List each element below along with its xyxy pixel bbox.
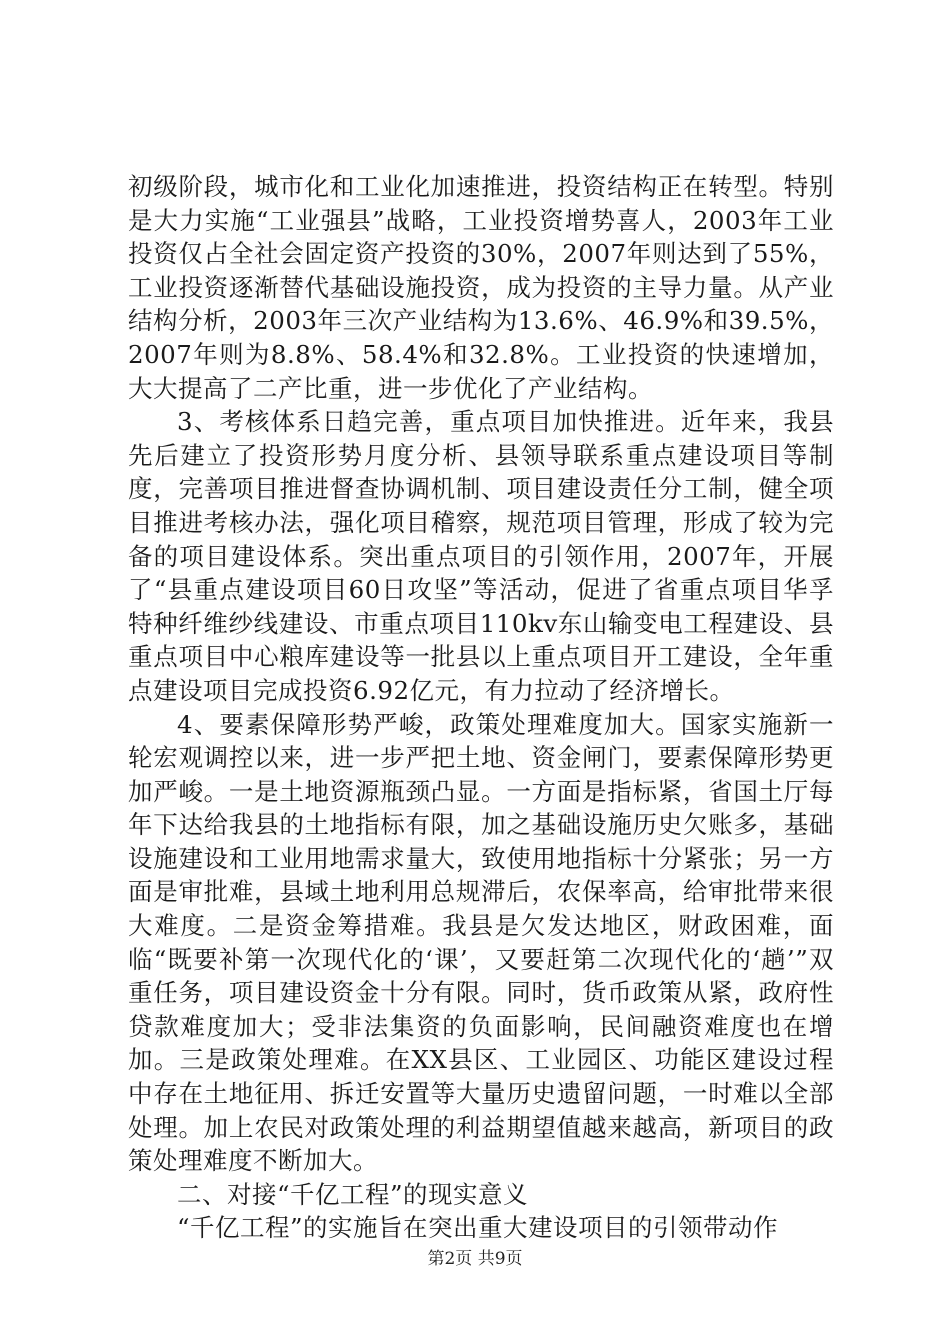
paragraph-assessment-system: 3、考核体系日趋完善，重点项目加快推进。近年来，我县先后建立了投资形势月度分析、县领导联系重点建设项目等制度，完善项目推进督查协调机制、项目建设责任分工制，健全项目推进考核办法，强化项目稽察，规范项目管理，形成了较为完备的项目建设体系。突出重点项目的引领作用，2007年，开展了“县重点建设项目60日攻坚”等活动，促进了省重点项目华孚特种纤维纱线建设、市重点项目110kv东山输变电工程建设、县重点项目中心粮库建设等一批县以上重点项目开工建设，全年重点建设项目完成投资6.92亿元，有力拉动了经济增长。 bbox=[128, 407, 834, 705]
document-body bbox=[128, 170, 834, 1245]
paragraph-investment-structure: 初级阶段，城市化和工业化加速推进，投资结构正在转型。特别是大力实施“工业强县”战略，工业投资增势喜人，2003年工业投资仅占全社会固定资产投资的30%，2007年则达到了55%，工业投资逐渐替代基础设施投资，成为投资的主导力量。从产业结构分析，2003年三次产业结构为13.6%、46.9%和39.5%，2007年则为8.8%、58.4%和32.8%。工业投资的快速增加，大大提高了二产比重，进一步优化了产业结构。 bbox=[128, 172, 834, 403]
paragraph-factor-guarantee: 4、要素保障形势严峻，政策处理难度加大。国家实施新一轮宏观调控以来，进一步严把土地、资金闸门，要素保障形势更加严峻。一是土地资源瓶颈凸显。一方面是指标紧，省国土厅每年下达给我县的土地指标有限，加之基础设施历史欠账多，基础设施建设和工业用地需求量大，致使用地指标十分紧张；另一方面是审批难，县域土地利用总规滞后，农保率高，给审批带来很大难度。二是资金筹措难。我县是欠发达地区，财政困难，面临“既要补第一次现代化的‘课’，又要赶第二次现代化的‘趟’”双重任务，项目建设资金十分有限。同时，货币政策从紧，政府性贷款难度加大；受非法集资的负面影响，民间融资难度也在增加。三是政策处理难。在XX县区、工业园区、功能区建设过程中存在土地征用、拆迁安置等大量历史遗留问题，一时难以全部处理。加上农民对政策处理的利益期望值越来越高，新项目的政策处理难度不断加大。 bbox=[128, 709, 834, 1176]
paragraph-thousand-billion-project: “千亿工程”的实施旨在突出重大建设项目的引领带动作 bbox=[177, 1213, 779, 1243]
section-heading-significance: 二、对接“千亿工程”的现实意义 bbox=[177, 1179, 529, 1209]
page-footer: 第2页 共9页 bbox=[427, 1249, 523, 1269]
